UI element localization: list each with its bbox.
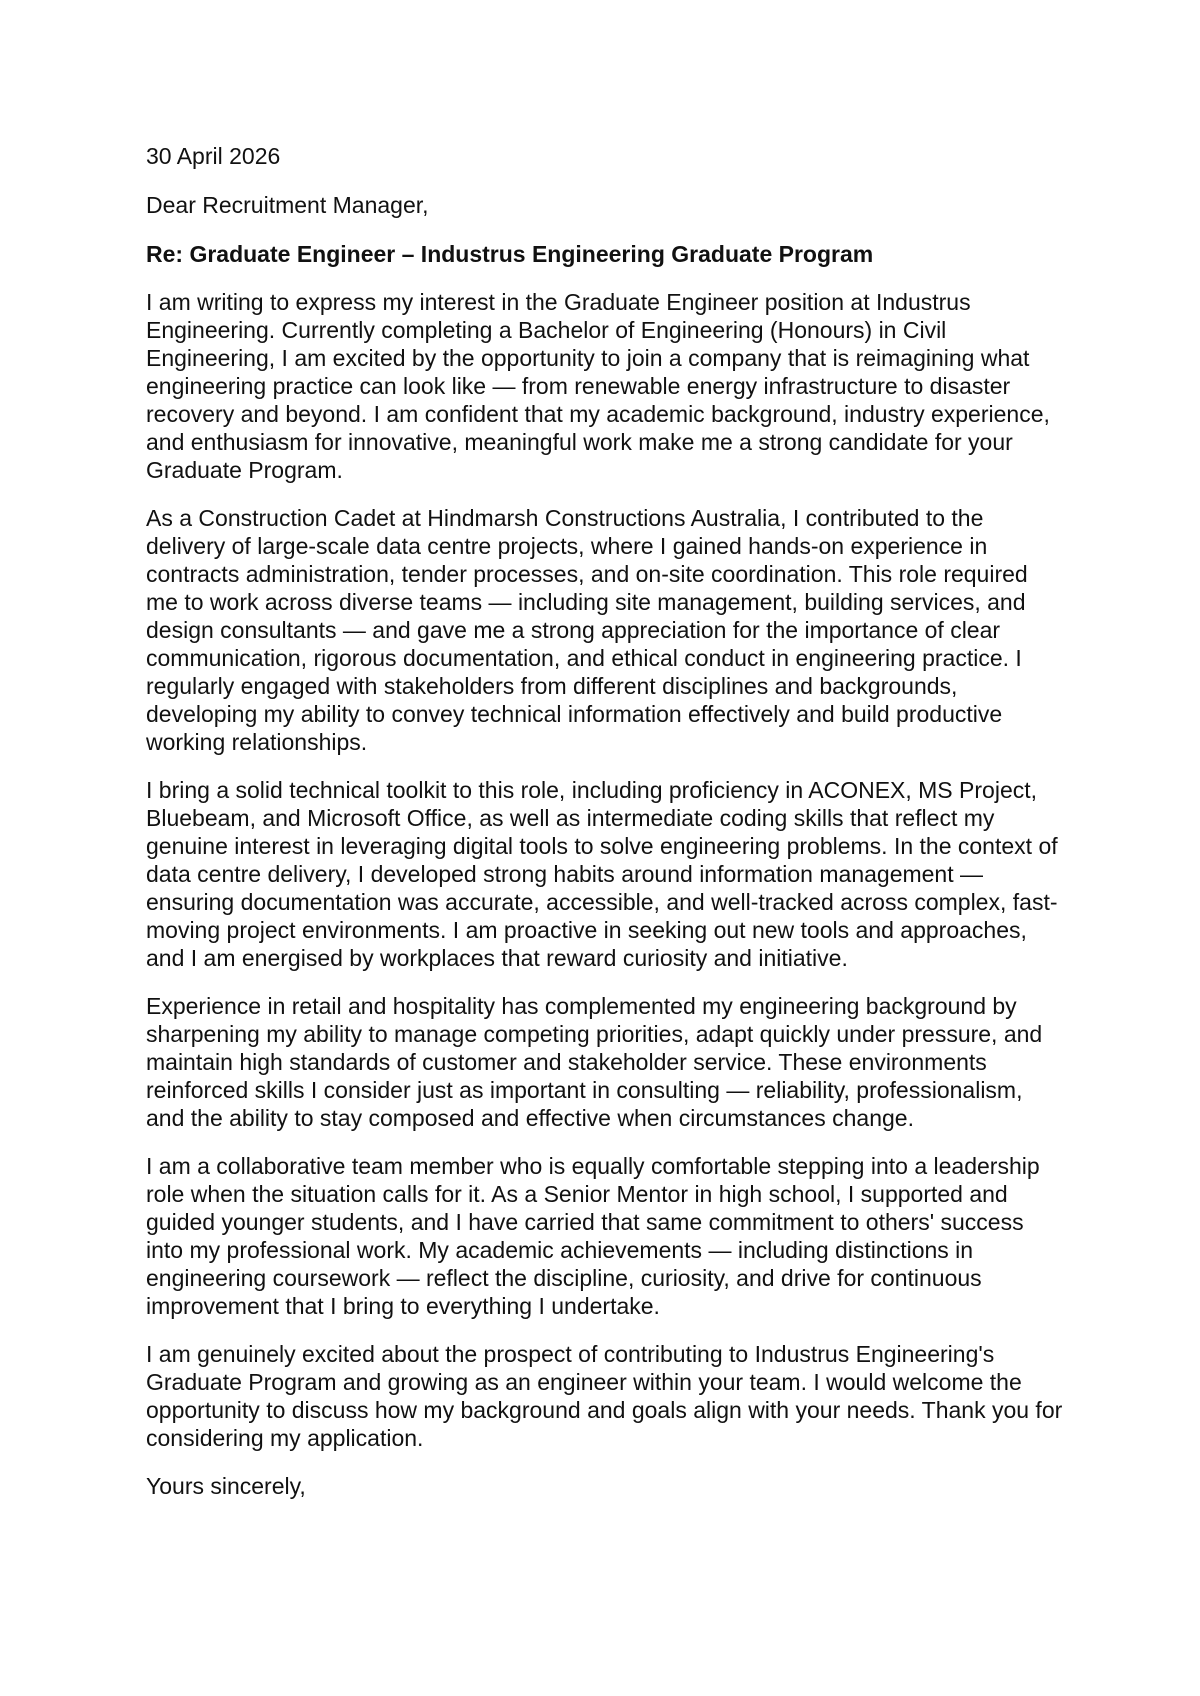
body-paragraph: I am a collaborative team member who is equally comfortable stepping into a leadership role when the situation calls for it. As a Senior Mentor in high school, I supported and guided younger students, and I have carried that same commitment to others' success into my professional work. My academic achievements — including distinctions in engineering coursework — reflect the discipline, curiosity, and drive for continuous improvement that I bring to everything I undertake. (146, 1153, 1040, 1319)
subject-line: Re: Graduate Engineer – Industrus Engineering Graduate Program (146, 241, 874, 267)
closing: Yours sincerely, (146, 1473, 306, 1499)
salutation: Dear Recruitment Manager, (146, 192, 429, 218)
body-paragraph: As a Construction Cadet at Hindmarsh Constructions Australia, I contributed to the delivery of large-scale data centre projects, where I gained hands-on experience in contracts administration, tender processes, and on-site coordination. This role required me to work across diverse teams — including site management, building services, and design consultants — and gave me a strong appreciation for the importance of clear communication, rigorous documentation, and ethical conduct in engineering practice. I regularly engaged with stakeholders from different disciplines and backgrounds, developing my ability to convey technical information effectively and build productive working relationships. (146, 505, 1028, 755)
body-paragraph: I bring a solid technical toolkit to this role, including proficiency in ACONEX, MS Project, Bluebeam, and Microsoft Office, as well as intermediate coding skills that reflect my genuine interest in leveraging digital tools to solve engineering problems. In the context of data centre delivery, I developed strong habits around information management — ensuring documentation was accurate, accessible, and well-tracked across complex, fast-moving project environments. I am proactive in seeking out new tools and approaches, and I am energised by workplaces that reward curiosity and initiative. (146, 777, 1058, 971)
body-paragraph: Experience in retail and hospitality has complemented my engineering background by sharpening my ability to manage competing priorities, adapt quickly under pressure, and maintain high standards of customer and stakeholder service. These environments reinforced skills I consider just as important in consulting — reliability, professionalism, and the ability to stay composed and effective when circumstances change. (146, 993, 1043, 1131)
body-paragraph: I am genuinely excited about the prospect of contributing to Industrus Engineering's Graduate Program and growing as an engineer within your team. I would welcome the opportunity to discuss how my background and goals align with your needs. Thank you for considering my application. (146, 1341, 1063, 1451)
letter-date: 30 April 2026 (146, 143, 281, 169)
cover-letter (146, 142, 1066, 1520)
body-paragraph: I am writing to express my interest in the Graduate Engineer position at Industrus Engineering. Currently completing a Bachelor of Engineering (Honours) in Civil Engineering, I am excited by the opportunity to join a company that is reimagining what engineering practice can look like — from renewable energy infrastructure to disaster recovery and beyond. I am confident that my academic background, industry experience, and enthusiasm for innovative, meaningful work make me a strong candidate for your Graduate Program. (146, 289, 1050, 483)
